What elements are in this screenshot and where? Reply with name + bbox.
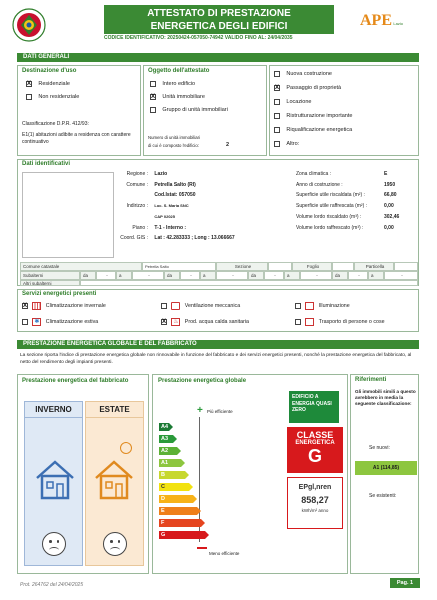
clima-estiva-label: Climatizzazione estiva [45,319,99,326]
riferimenti-title: Riferimenti [355,377,387,383]
elevator-icon [305,318,314,326]
option-residenziale[interactable] [26,81,70,87]
dati-identificativi-title: Dati identificativi [22,161,71,167]
oggetto-title: Oggetto dell'attestato [148,68,210,74]
oggetto-box [143,65,267,156]
nzeb-box [289,391,339,423]
nuova-costruzione-label: Nuova costruzione [286,71,332,78]
inverno-panel [24,401,83,566]
prestazione-intro: La sezione riporta l'indice di prestazione energetica globale non rinnovabile in funzione del fabbricato e dei servizi energetici presenti, nonché la prestazione energetica del fabbricato, al netto del rendimento degli impianti presenti. [20,353,412,365]
globale-box [152,374,348,574]
servizi-box [17,289,419,332]
altri-subalterni-label: Altri subalterni [20,280,80,286]
class-bar-a3: A3 [159,435,173,443]
lightbulb-icon [305,302,314,310]
se-esistenti-label: Se esistenti: [369,493,397,499]
id-regione [114,171,167,177]
id-piano [114,225,186,231]
comune-catastale-value: Petrella Salto [142,262,216,271]
id-key: Anno di costruzione : [296,182,343,188]
option-ristrutturazione[interactable] [274,113,352,119]
classe-box [287,427,343,473]
subalterni-val-1: - [96,271,116,280]
option-locazione[interactable] [274,99,311,105]
destinazione-box [17,65,141,156]
class-bar-a1: A1 [159,459,181,467]
altro-checkbox[interactable] [274,141,280,147]
destinazione-title: Destinazione d'uso [22,68,77,74]
id-key: Zona climatica : [296,171,332,177]
servizio-trasporto[interactable] [295,318,385,326]
nzeb-label: EDIFICIO A ENERGIA QUASI ZERO [292,394,332,413]
id-key: Indirizzo : [126,203,148,209]
passaggio-proprieta-checkbox[interactable]: X [275,85,280,91]
classe-label-2: ENERGETICA [295,440,335,446]
gruppo-unita-label: Gruppo di unità immobiliari [162,107,228,114]
sun-icon [120,442,132,454]
id-value: E [384,171,388,177]
classe-value: G [307,446,322,466]
id-value: 0,00 [384,203,394,209]
subalterni-val-5: - [264,271,284,280]
ep-box [287,477,343,529]
ep-label: EPgl,nren [298,484,332,491]
code-line: CODICE IDENTIFICATIVO: 20250424-057050-74942 VALIDO FINO AL: 24/04/2035 [104,35,293,41]
ape-logo-text: APE [360,12,392,29]
ventilazione-checkbox[interactable] [161,303,167,309]
id-istat [114,192,196,198]
ape-logo [360,12,408,38]
nuova-costruzione-checkbox[interactable] [274,71,280,77]
particella-value [394,262,418,271]
riqualificazione-checkbox[interactable] [274,127,280,133]
id-cap [114,214,175,220]
residenziale-checkbox[interactable]: X [27,81,32,87]
id-key: Volume lordo riscaldato (m³) : [296,214,362,220]
illuminazione-checkbox[interactable] [295,303,301,309]
ristrutturazione-checkbox[interactable] [274,113,280,119]
classificazione-value: E1(1) abitazioni adibite a residenza con carattere continuativo [22,132,131,145]
subalterni-val-3: - [180,271,200,280]
footer-prot: Prot. 264762 del 24/04/2025 [20,582,84,588]
trasporto-checkbox[interactable] [295,319,301,325]
class-bar-d: D [159,495,193,503]
illuminazione-label: Illuminazione [318,303,350,310]
particella-label: Particella [354,262,394,271]
class-bar-a4: A4 [161,424,169,430]
inverno-sad-face-icon [42,532,66,556]
foglio-value [332,262,354,271]
id-value: 0,00 [384,225,394,231]
acqua-calda-checkbox[interactable]: X [162,319,167,325]
non-residenziale-checkbox[interactable] [26,94,32,100]
subalterni-da-4: da [332,271,348,280]
option-gruppo-unita[interactable] [150,107,228,113]
id-indirizzo [114,203,189,209]
id-superficie-raffrescata [296,203,394,209]
class-bar-g: G [159,531,205,539]
numero-unita-value: 2 [226,142,230,148]
clima-invernale-checkbox[interactable]: X [23,303,28,309]
ventilazione-label: Ventilazione meccanica [184,303,241,310]
id-value: Petrella Salto (RI) [154,182,196,188]
piu-efficiente-label: Più efficiente [207,409,233,414]
trasporto-label: Trasporto di persone o cose [318,319,385,326]
clima-estiva-checkbox[interactable] [22,319,28,325]
ristrutturazione-label: Ristrutturazione importante [286,113,353,120]
sezione-label: Sezione [216,262,268,271]
se-nuovi-value: A1 (114,85) [355,461,417,475]
unita-immobiliare-label: Unità immobiliare [162,94,205,101]
class-bar-c: C [159,483,189,491]
locazione-checkbox[interactable] [274,99,280,105]
subalterni-da-1: da [80,271,96,280]
estate-label: ESTATE [86,402,143,418]
id-value: 302,46 [384,214,400,220]
class-bar-a2: A2 [159,447,177,455]
intero-edificio-checkbox[interactable] [150,81,156,87]
subalterni-val-4: - [216,271,248,280]
id-key: Piano : [132,225,148,231]
id-key: Superficie utile riscaldata (m²) : [296,192,365,198]
classe-label-1: CLASSE [296,430,334,440]
intero-edificio-label: Intero edificio [162,81,196,88]
id-value: CAP 02025 [154,214,175,219]
clima-invernale-label: Climatizzazione invernale [45,303,106,310]
id-comune [114,182,196,188]
fabbricato-box [17,374,149,574]
title-banner [104,5,334,34]
id-superficie-riscaldata [296,192,397,198]
option-passaggio-proprieta[interactable] [274,85,341,91]
passaggio-proprieta-label: Passaggio di proprietà [286,85,342,92]
arrow-up-icon: + [197,405,203,416]
id-volume-riscaldato [296,214,399,220]
title-line-2: ENERGETICA DEGLI EDIFICI [150,21,288,32]
option-riqualificazione[interactable] [274,127,352,133]
class-bar-f: F [159,519,201,527]
id-coord [114,235,235,241]
subalterni-label: Subalterni [20,271,80,280]
numero-unita-label-2: di cui è composto l'edificio: [148,143,199,148]
inverno-house-icon [33,458,77,504]
classificazione-label: Classificazione D.P.R. 412/93: [22,121,89,127]
riferimenti-box [350,374,419,574]
region-seal [12,8,46,42]
faucet-icon: ♨ [173,319,179,325]
riqualificazione-label: Riqualificazione energetica [286,127,353,134]
meno-efficiente-label: Meno efficiente [209,551,240,556]
sezione-value [268,262,292,271]
acqua-calda-label: Prod. acqua calda sanitaria [184,319,249,326]
estate-house-icon [92,458,136,504]
fabbricato-title: Prestazione energetica del fabbricato [22,378,129,384]
globale-title: Prestazione energetica globale [158,378,247,384]
id-volume-raffrescato [296,225,394,231]
servizio-illuminazione[interactable] [295,302,350,310]
snowflake-icon: ✱ [34,319,40,325]
inverno-label: INVERNO [25,402,82,418]
ep-unit: kWh/m² anno [301,508,329,513]
id-value: Lazio [154,171,168,177]
subalterni-val-6: - [300,271,332,280]
id-value: 1950 [384,182,396,188]
id-value: Loc. S. Maria SNC [154,203,189,208]
ep-value: 858,27 [301,495,329,505]
gruppo-unita-checkbox[interactable] [150,107,156,113]
servizi-title: Servizi energetici presenti [22,291,97,297]
subalterni-a-1: a [116,271,132,280]
se-esistenti-value [355,509,417,523]
servizio-ventilazione[interactable] [161,302,240,310]
fan-icon [171,302,180,310]
riferimenti-text: Gli immobili simili a questo avrebbero in media la seguente classificazione: [355,389,416,406]
option-non-residenziale[interactable] [26,94,79,100]
foglio-label: Foglio [292,262,332,271]
locazione-label: Locazione [286,99,312,106]
id-anno-costruzione [296,182,395,188]
option-altro[interactable] [274,141,299,147]
subalterni-val-7: - [348,271,368,280]
subalterni-val-2: - [132,271,164,280]
subalterni-val-8: - [384,271,418,280]
subalterni-a-2: a [200,271,216,280]
numero-unita-label-1: Numero di unità immobiliari [148,135,201,140]
altri-subalterni-value [80,280,418,286]
option-nuova-costruzione[interactable] [274,71,332,77]
building-photo-placeholder [22,172,114,258]
se-nuovi-label: Se nuovi: [369,445,390,451]
id-value: Lat : 42.283333 ; Long : 13.066667 [154,235,235,241]
subalterni-a-4: a [368,271,384,280]
subalterni-da-2: da [164,271,180,280]
subalterni-a-3: a [284,271,300,280]
servizio-clima-invernale[interactable] [22,302,106,310]
estate-sad-face-icon [103,532,127,556]
altro-label: Altro: [286,141,300,148]
dati-identificativi-box [17,159,419,286]
section-prestazione: PRESTAZIONE ENERGETICA GLOBALE E DEL FABBRICATO [17,340,419,349]
ape-logo-sub: Lazio [393,21,403,26]
id-key: Regione : [126,171,148,177]
id-value: Cod.Istat: 057050 [154,192,196,198]
residenziale-label: Residenziale [38,81,70,88]
radiator-icon [32,302,41,310]
arrow-down-icon [197,547,207,549]
id-key: Comune : [126,182,148,188]
id-value: 66,80 [384,192,397,198]
id-key: Volume lordo raffrescato (m³) : [296,225,364,231]
subalterni-da-3: da [248,271,264,280]
unita-immobiliare-checkbox[interactable]: X [151,94,156,100]
title-line-1: ATTESTATO DI PRESTAZIONE [147,8,291,19]
option-intero-edificio[interactable] [150,81,195,87]
class-bar-b: B [159,471,185,479]
id-value: T-1 - Interno : [154,225,187,231]
servizio-clima-estiva[interactable] [22,318,98,326]
id-zona-climatica [296,171,387,177]
id-key: Superficie utile raffrescata (m²) : [296,203,368,209]
option-unita-immobiliare[interactable] [150,94,205,100]
comune-catastale-label: Comune catastale [20,262,142,271]
motivo-box [269,65,419,156]
section-dati-generali: DATI GENERALI [17,53,419,62]
class-bar-e: E [159,507,197,515]
non-residenziale-label: Non residenziale [38,94,80,101]
estate-panel [85,401,144,566]
servizio-acqua-calda[interactable] [161,318,249,326]
id-key: Coord. GIS : [120,235,148,241]
footer-page: Pag. 1 [390,578,420,588]
